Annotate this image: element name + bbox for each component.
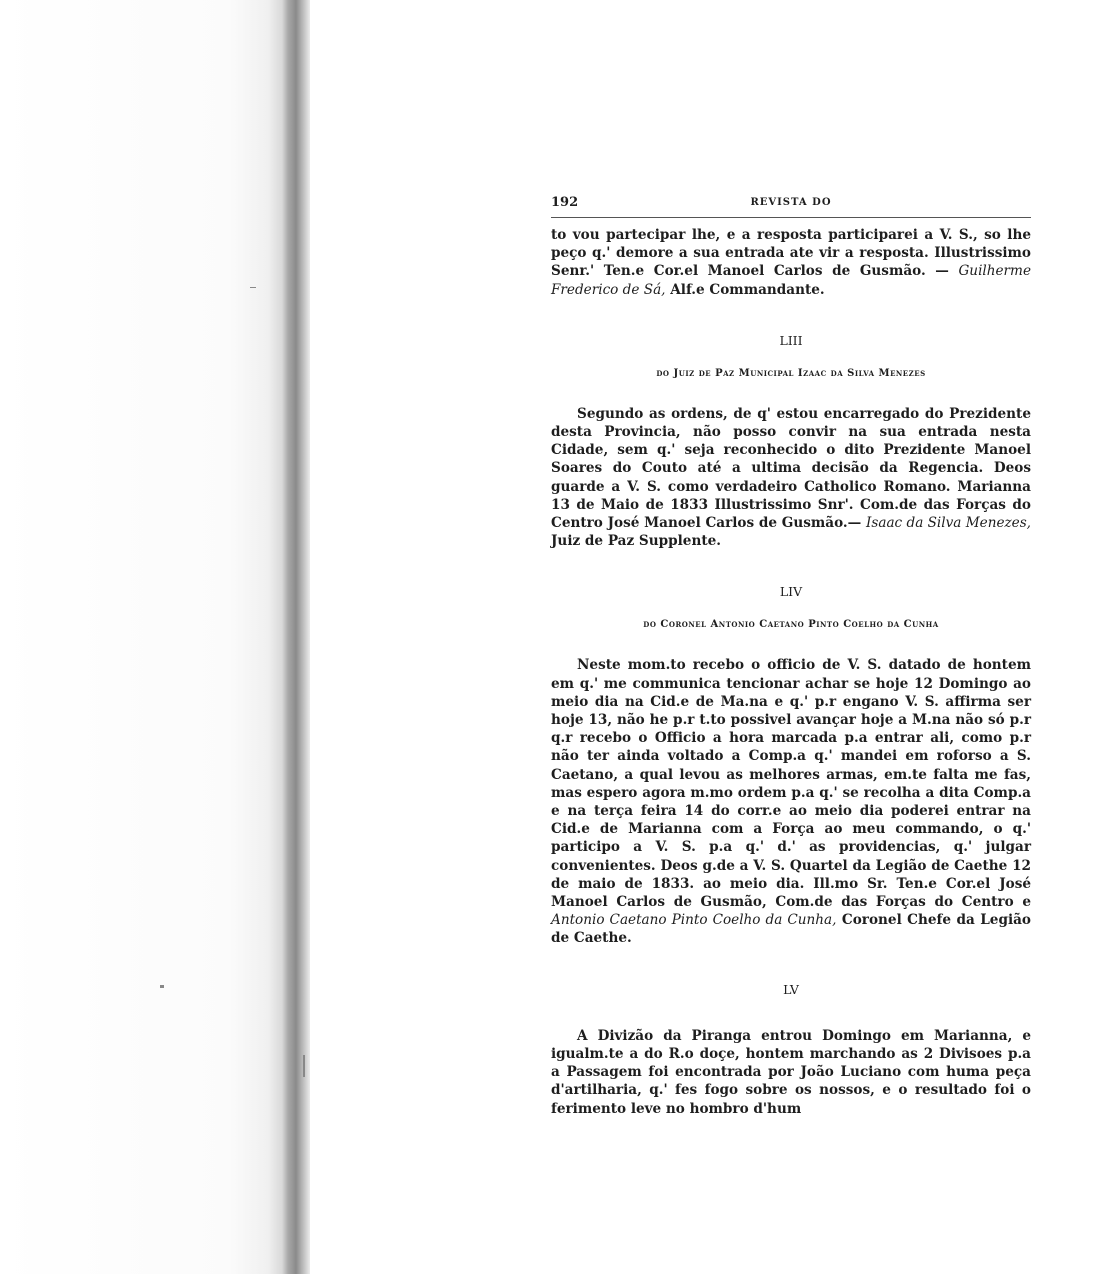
section-number: LIV — [779, 584, 803, 600]
continuation-paragraph — [551, 226, 1031, 299]
letter-paragraph — [551, 405, 1031, 551]
page-header — [551, 195, 1031, 218]
signature: Guilherme Frederico de Sá, — [551, 263, 1031, 298]
page-number: 192 — [551, 195, 579, 210]
running-title: REVISTA DO — [750, 197, 832, 208]
signature-title: Juiz de Paz Supplente. — [551, 533, 722, 550]
signature: Antonio Caetano Pinto Coelho da Cunha, — [551, 912, 837, 929]
section-number: LV — [783, 981, 799, 997]
letter-paragraph — [551, 656, 1031, 947]
paragraph-text: Neste mom.to recebo o officio de V. S. datado de hontem em q.' me communica tencionar achar se hoje 12 Domingo ao meio dia na Cid.e de Ma.na e q.' p.r engano V. S. affirma ser hoje 13, não he p.r t.to possivel avançar hoje a M.na não só p.r q.r recebo o Officio a hora marcada p.a entrar ali, como p.r não ter ainda voltado a Comp.a q.' mandei em roforso a S. Caetano, a qual levou as melhores armas, em.te falta me fas, mas espero agora m.mo ordem p.a q.' se recolha a dita Comp.a e na terça feira 14 do corr.e ao meio dia poderei entrar na Cid.e de Marianna com a Força ao meu commando, o q.' participo a V. S. p.a q.' d.' as providencias, q.' julgar convenientes. Deos g.de a V. S. Quartel da Legião de Caethe 12 de maio de 1833. ao meio dia. Ill.mo Sr. Ten.e Cor.el José Manoel Carlos de Gusmão, Com.de das Forças do Centro e — [551, 657, 1031, 911]
page-speck — [160, 985, 164, 988]
page-speck — [250, 287, 256, 288]
signature-title: Coronel Chefe da Legião de Caethe. — [551, 912, 1031, 947]
signature: Isaac da Silva Menezes, — [866, 515, 1031, 532]
paragraph-text: A Divizão da Piranga entrou Domingo em Marianna, e igualm.te a do R.o doçe, hontem marchando as 2 Divisoes p.a a Passagem foi encontrada por João Luciano com huma peça d'artilharia, q.' fes fogo sobre os nossos, e o resultado foi o ferimento leve no hombro d'hum — [551, 1027, 1031, 1117]
paragraph-text: to vou partecipar lhe, e a resposta participarei a V. S., so lhe peço q.' demore a sua entrada ate vir a resposta. Illustrissimo Senr.' Ten.e Cor.el Manoel Carlos de Gusmão. — — [551, 227, 1031, 280]
document-page — [551, 195, 1031, 1118]
section-heading: do Juiz de Paz Municipal Izaac da Silva Menezes — [656, 367, 926, 379]
book-gutter-shadow — [0, 0, 310, 1274]
letter-paragraph — [551, 1027, 1031, 1118]
signature-title: Alf.e Commandante. — [670, 281, 825, 298]
paragraph-text: Segundo as ordens, de q' estou encarregado do Prezidente desta Provincia, não posso convir na sua entrada nesta Cidade, sem q.' seja reconhecido o dito Prezidente Manoel Soares do Couto até a ultima decisão da Regencia. Deos guarde a V. S. como verdadeiro Catholico Romano. Marianna 13 de Maio de 1833 Illustrissimo Snr'. Com.de das Forças do Centro José Manoel Carlos de Gusmão.— — [551, 405, 1031, 532]
section-number: LIII — [779, 332, 803, 348]
page-speck — [303, 1055, 305, 1077]
section-heading: do Coronel Antonio Caetano Pinto Coelho da Cunha — [643, 619, 939, 631]
